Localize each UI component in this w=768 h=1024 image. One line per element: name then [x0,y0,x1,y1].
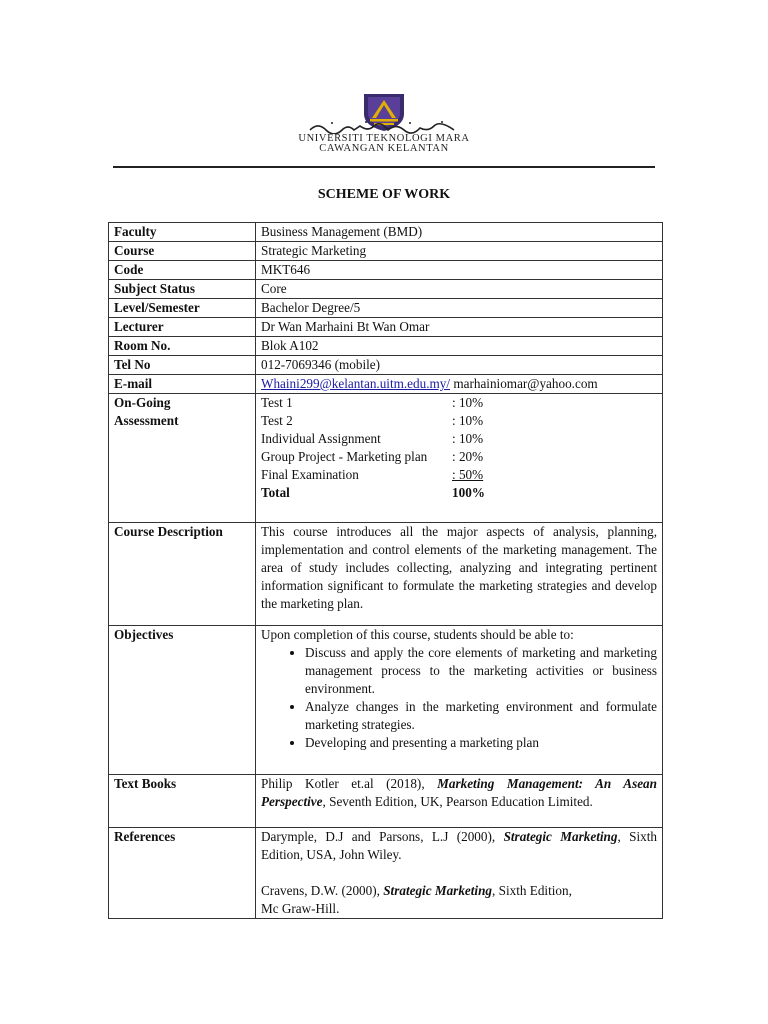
objectives-content [256,626,663,775]
table-row [109,626,663,775]
email-link[interactable]: Whaini299@kelantan.uitm.edu.my/ [261,376,451,391]
email-alt: marhainiomar@yahoo.com [450,376,598,391]
textbook-title: Marketing Management: An Asean Perspective [261,776,657,809]
assessment-item-value: : 50% [452,467,484,482]
assessment-item-name: Group Project - Marketing plan [261,449,428,464]
assessment-item [261,394,657,412]
room-label: Room No. [109,337,256,356]
assessment-item-value: : 10% [452,431,484,446]
assessment-item-name: Test 1 [261,395,293,410]
objectives-intro: Upon completion of this course, students should be able to: [261,627,574,642]
table-row [109,223,663,242]
reference-2 [261,882,657,900]
textbooks-label: Text Books [109,775,256,828]
reference-2-author: Cravens, D.W. (2000), [261,883,384,898]
tel-label: Tel No [109,356,256,375]
objectives-list [261,644,657,752]
textbook-author: Philip Kotler et.al (2018), [261,776,438,791]
list-item: • Analyze changes in the marketing environment and formulate marketing strategies. [305,698,657,734]
reference-1-title: Strategic Marketing [503,829,618,844]
list-item: • Discuss and apply the core elements of marketing and marketing management process to the marketing activities or business environment. [305,644,657,698]
course-label: Course [109,242,256,261]
reference-2-title: Strategic Marketing [383,883,493,898]
code-label: Code [109,261,256,280]
assessment-total-value: 100% [452,485,485,500]
references-label: References [109,828,256,919]
assessment-total [261,484,657,502]
reference-spacer [261,864,657,882]
table-row [109,356,663,375]
reference-1 [261,828,657,864]
email-label: E-mail [109,375,256,394]
table-row [109,242,663,261]
scheme-table [108,222,663,919]
assessment-label [109,394,256,523]
reference-2-publisher: Mc Graw-Hill. [261,901,340,916]
table-row [109,280,663,299]
table-row [109,828,663,919]
room-value: Blok A102 [256,337,663,356]
table-row [109,337,663,356]
assessment-breakdown [256,394,663,523]
references-content [256,828,663,919]
faculty-label: Faculty [109,223,256,242]
level-value: Bachelor Degree/5 [256,299,663,318]
assessment-item-value: : 10% [452,395,484,410]
table-row [109,375,663,394]
assessment-item-name: Test 2 [261,413,293,428]
description-text: This course introduces all the major aspects of analysis, planning, implementation and control elements of the marketing management. The area of study includes collecting, analyzing and integrating pertinent information significant to formulate the marketing strategies and develop the marketing plan. [256,523,663,626]
table-row [109,318,663,337]
assessment-item [261,430,657,448]
reference-1-details: , Sixth Edition, USA, John Wiley. [261,829,657,862]
assessment-label-line1: On-Going [114,395,171,410]
table-row [109,523,663,626]
lecturer-value: Dr Wan Marhaini Bt Wan Omar [256,318,663,337]
assessment-item-name: Individual Assignment [261,431,381,446]
page-title: SCHEME OF WORK [317,187,451,202]
code-value: MKT646 [256,261,663,280]
lecturer-label: Lecturer [109,318,256,337]
textbook-details: , Seventh Edition, UK, Pearson Education Limited. [322,794,593,809]
assessment-item-name: Final Examination [261,467,359,482]
textbooks-content [256,775,663,828]
campus-name: CAWANGAN KELANTAN [319,143,449,154]
assessment-item [261,448,657,466]
arabic-script-logo [308,120,458,134]
assessment-total-label: Total [261,485,290,500]
table-row [109,394,663,523]
assessment-item-value: : 20% [452,449,484,464]
description-label: Course Description [109,523,256,626]
email-value [256,375,663,394]
table-row [109,775,663,828]
reference-1-author: Darymple, D.J and Parsons, L.J (2000), [261,829,504,844]
university-logo [278,92,490,160]
list-item: • Developing and presenting a marketing plan [305,734,657,752]
table-row [109,299,663,318]
assessment-label-line2: Assessment [114,413,179,428]
subject-status-value: Core [256,280,663,299]
tel-value: 012-7069346 (mobile) [256,356,663,375]
faculty-value: Business Management (BMD) [256,223,663,242]
subject-status-label: Subject Status [109,280,256,299]
level-label: Level/Semester [109,299,256,318]
header-rule [113,166,655,168]
university-name: UNIVERSITI TEKNOLOGI MARA [298,133,470,144]
reference-2-details: , Sixth Edition, [492,883,572,898]
objectives-label: Objectives [109,626,256,775]
assessment-item [261,466,657,484]
assessment-item [261,412,657,430]
assessment-item-value: : 10% [452,413,484,428]
course-value: Strategic Marketing [256,242,663,261]
table-row [109,261,663,280]
